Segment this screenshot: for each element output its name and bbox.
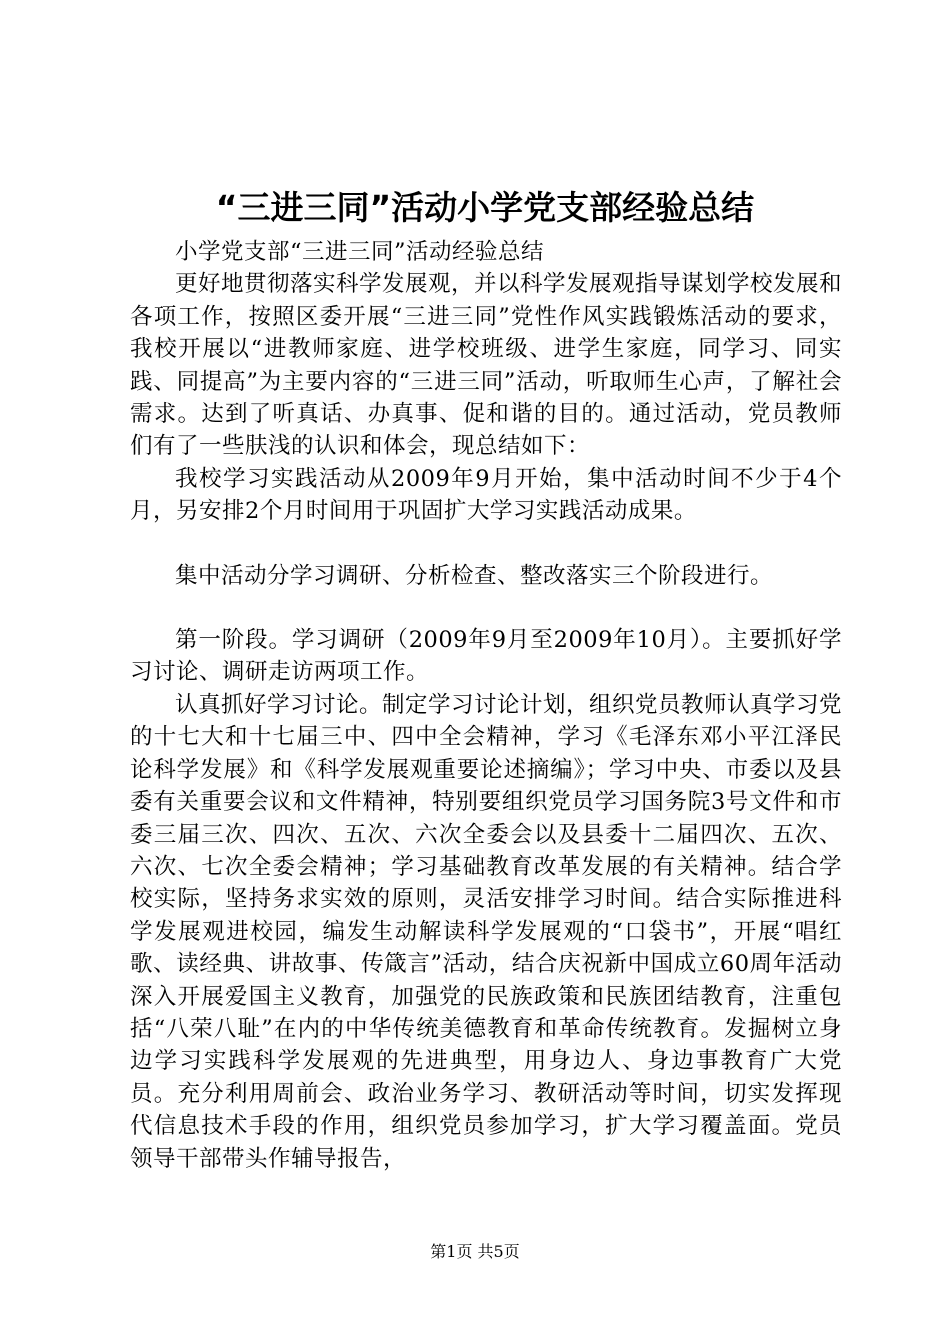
stage-one-paragraph: 第一阶段。学习调研（2009年9月至2009年10月）。主要抓好学习讨论、调研走访两项工作。 <box>130 627 842 686</box>
schedule-paragraph: 我校学习实践活动从2009年9月开始，集中活动时间不少于4个月，另安排2个月时间用于巩固扩大学习实践活动成果。 <box>130 465 842 525</box>
document-title: “三进三同”活动小学党支部经验总结 <box>215 188 755 227</box>
paragraph-spacer <box>130 528 842 560</box>
document-body <box>130 236 842 1175</box>
paragraph-spacer <box>130 592 842 624</box>
subtitle-paragraph: 小学党支部“三进三同”活动经验总结 <box>175 239 545 265</box>
intro-paragraph: 更好地贯彻落实科学发展观，并以科学发展观指导谋划学校发展和各项工作，按照区委开展“三进三同”党性作风实践锻炼活动的要求，我校开展以“进教师家庭、进学校班级、进学生家庭，同学习、同实践、同提高”为主要内容的“三进三同”活动，听取师生心声，了解社会需求。达到了听真话、办真事、促和谐的目的。通过活动，党员教师们有了一些肤浅的认识和体会，现总结如下： <box>130 271 843 460</box>
page-footer: 第1页 共5页 <box>430 1242 520 1261</box>
stages-paragraph: 集中活动分学习调研、分析检查、整改落实三个阶段进行。 <box>175 562 774 589</box>
study-discussion-paragraph: 认真抓好学习讨论。制定学习讨论计划，组织党员教师认真学习党的十七大和十七届三中、四中全会精神，学习《毛泽东邓小平江泽民论科学发展》和《科学发展观重要论述摘编》；学习中央、市委以及县委有关重要会议和文件精神，特别要组织党员学习国务院3号文件和市委三届三次、四次、五次、六次全委会以及县委十二届四次、五次、六次、七次全委会精神；学习基础教育改革发展的有关精神。结合学校实际，坚持务求实效的原则，灵活安排学习时间。结合实际推进科学发展观进校园，编发生动解读科学发展观的“口袋书”，开展“唱红歌、读经典、讲故事、传箴言”活动，结合庆祝新中国成立60周年活动深入开展爱国主义教育，加强党的民族政策和民族团结教育，注重包括“八荣八耻”在内的中华传统美德教育和革命传统教育。发掘树立身边学习实践科学发展观的先进典型，用身边人、身边事教育广大党员。充分利用周前会、政治业务学习、教研活动等时间，切实发挥现代信息技术手段的作用，组织党员参加学习，扩大学习覆盖面。党员领导干部带头作辅导报告， <box>130 691 843 1172</box>
